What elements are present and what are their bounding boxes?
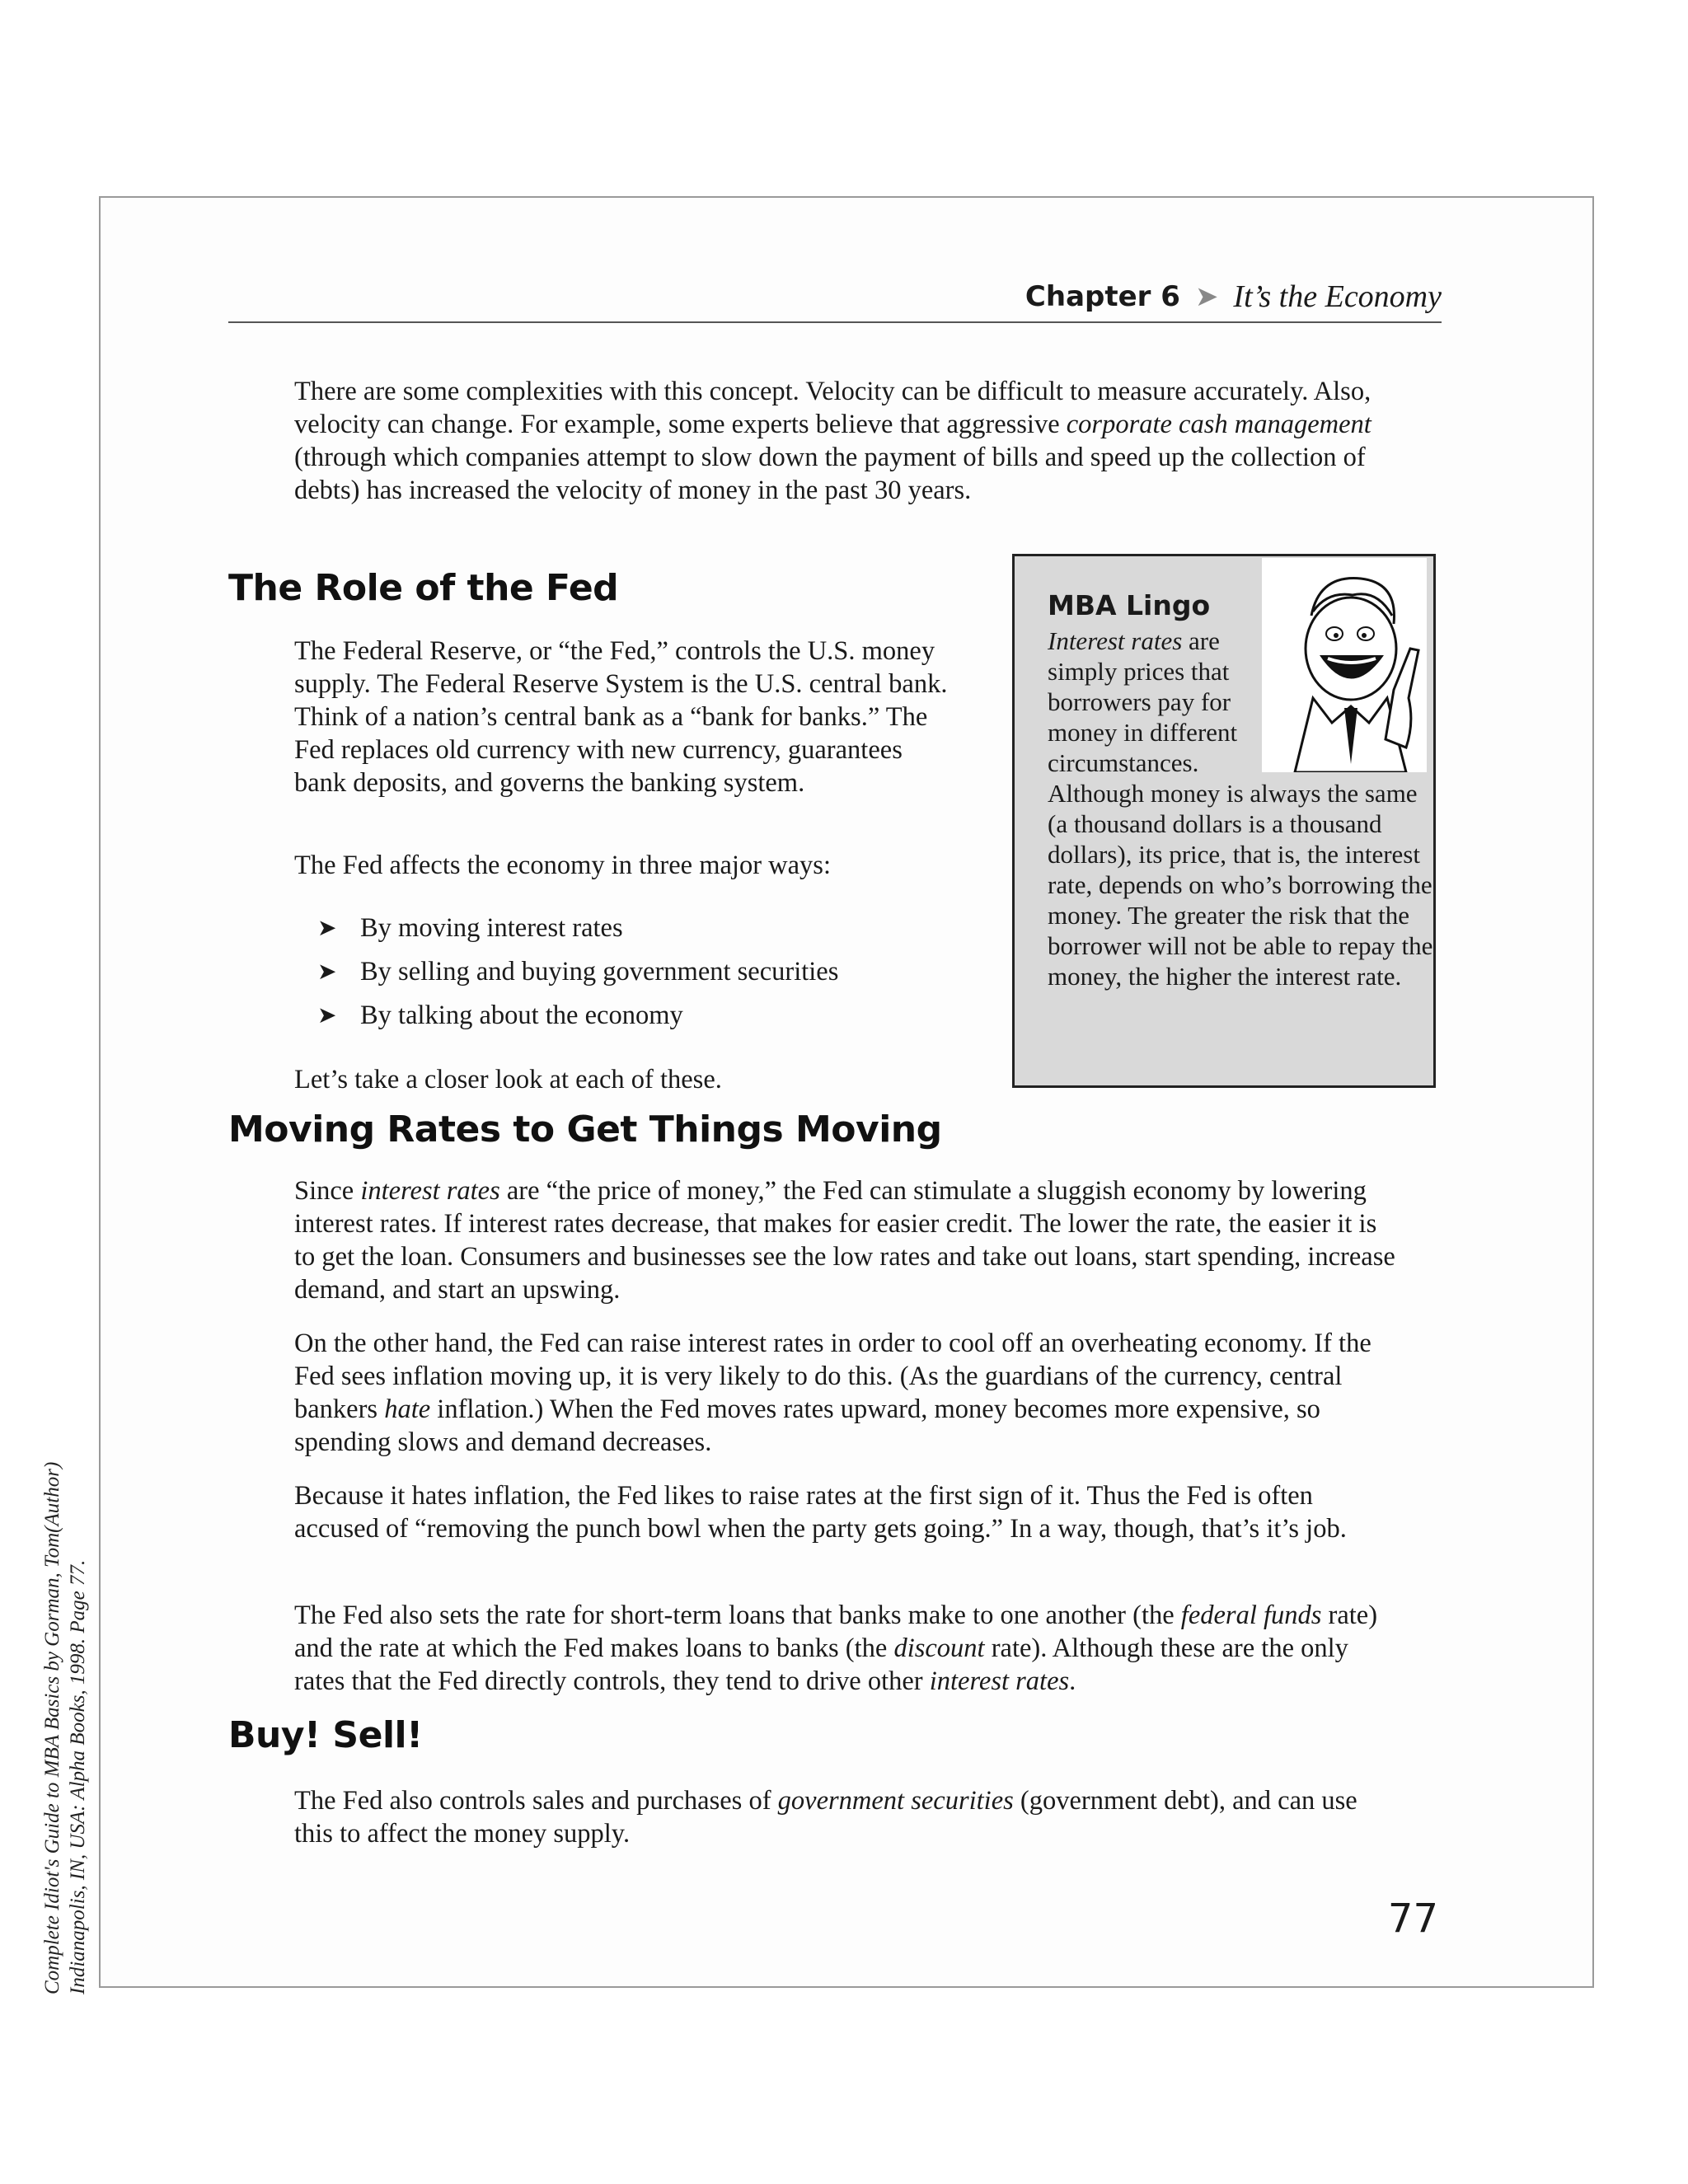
rates-paragraph-3: Because it hates inflation, the Fed likes to raise rates at the first sign of it. Thus the Fed is often accused of “removing the punch bowl when the party gets going.” In a way, though, that’s it’s job. [294,1481,1347,1544]
citation-line-2: Indianapolis, IN, USA: Alpha Books, 1998. Page 77. [67,1559,89,1994]
fed-paragraph-2: The Fed affects the economy in three major ways: [294,851,831,880]
side-citation [40,1368,91,1994]
intro-paragraph: There are some complexities with this concept. Velocity can be difficult to measure accurately. Also, velocity can change. For example, some experts believe that aggressive corporate cash management (through which companies attempt to slow down the payment of bills and speed up the collection of debts) has increased the velocity of money in the past 30 years. [294,377,1372,505]
list-item: ➤ By moving interest rates [317,907,838,950]
bullet-arrow-icon: ➤ [317,959,337,985]
citation-line-1: Complete Idiot's Guide to MBA Basics by Gorman, Tom(Author) [41,1461,63,1994]
fed-paragraph-1: The Federal Reserve, or “the Fed,” controls the U.S. money supply. The Federal Reserve System is the U.S. central bank. Think of a nation’s central bank as a “bank for banks.” The Fed replaces old currency with new currency, guarantees bank deposits, and governs the banking system. [294,636,948,798]
heading-role-of-fed: The Role of the Fed [228,567,619,609]
sidebar-text: Interest rates are simply prices that borrowers pay for money in different circumstances. Although money is always the same (a thousand dollars is a thousand dollars), its price, that is, the interest rate, depends on who’s borrowing the money. The greater the risk that the borrower will not be able to repay the money, the higher the interest rate. [1048,626,1433,991]
mba-lingo-sidebar [1012,554,1436,1088]
sidebar-title: MBA Lingo [1048,589,1211,621]
rates-paragraph-4: The Fed also sets the rate for short-term loans that banks make to one another (the federal funds rate) and the rate at which the Fed makes loans to banks (the discount rate). Although these are the only rates that the Fed directly controls, they tend to drive other interest rates. [294,1601,1378,1696]
chapter-number: Chapter 6 [1025,280,1180,313]
list-item: ➤ By talking about the economy [317,994,838,1038]
bullet-arrow-icon: ➤ [317,1003,337,1029]
rates-paragraph-1: Since interest rates are “the price of money,” the Fed can stimulate a sluggish economy by lowering interest rates. If interest rates decrease, that makes for easier credit. The lower the rate, the easier it is to get the loan. Consumers and businesses see the low rates and take out loans, start spending, increase demand, and start an upswing. [294,1176,1395,1305]
buy-paragraph-1: The Fed also controls sales and purchases of government securities (government debt), and can use this to affect the money supply. [294,1786,1357,1849]
page-number: 77 [1387,1896,1438,1942]
chapter-title: It’s the Economy [1233,279,1442,314]
list-item: ➤ By selling and buying government securities [317,950,838,994]
rates-paragraph-2: On the other hand, the Fed can raise interest rates in order to cool off an overheating economy. If the Fed sees inflation moving up, it is very likely to do this. (As the guardians of the currency, central bankers hate inflation.) When the Fed moves rates upward, money becomes more expensive, so spending slows and demand decreases. [294,1329,1372,1457]
chapter-arrow-icon: ➤ [1194,280,1219,313]
running-head [228,272,1442,323]
fed-ways-list [317,907,838,1038]
bullet-arrow-icon: ➤ [317,916,337,941]
heading-buy-sell: Buy! Sell! [228,1714,423,1756]
heading-moving-rates: Moving Rates to Get Things Moving [228,1108,942,1151]
fed-paragraph-3: Let’s take a closer look at each of these. [294,1065,722,1094]
